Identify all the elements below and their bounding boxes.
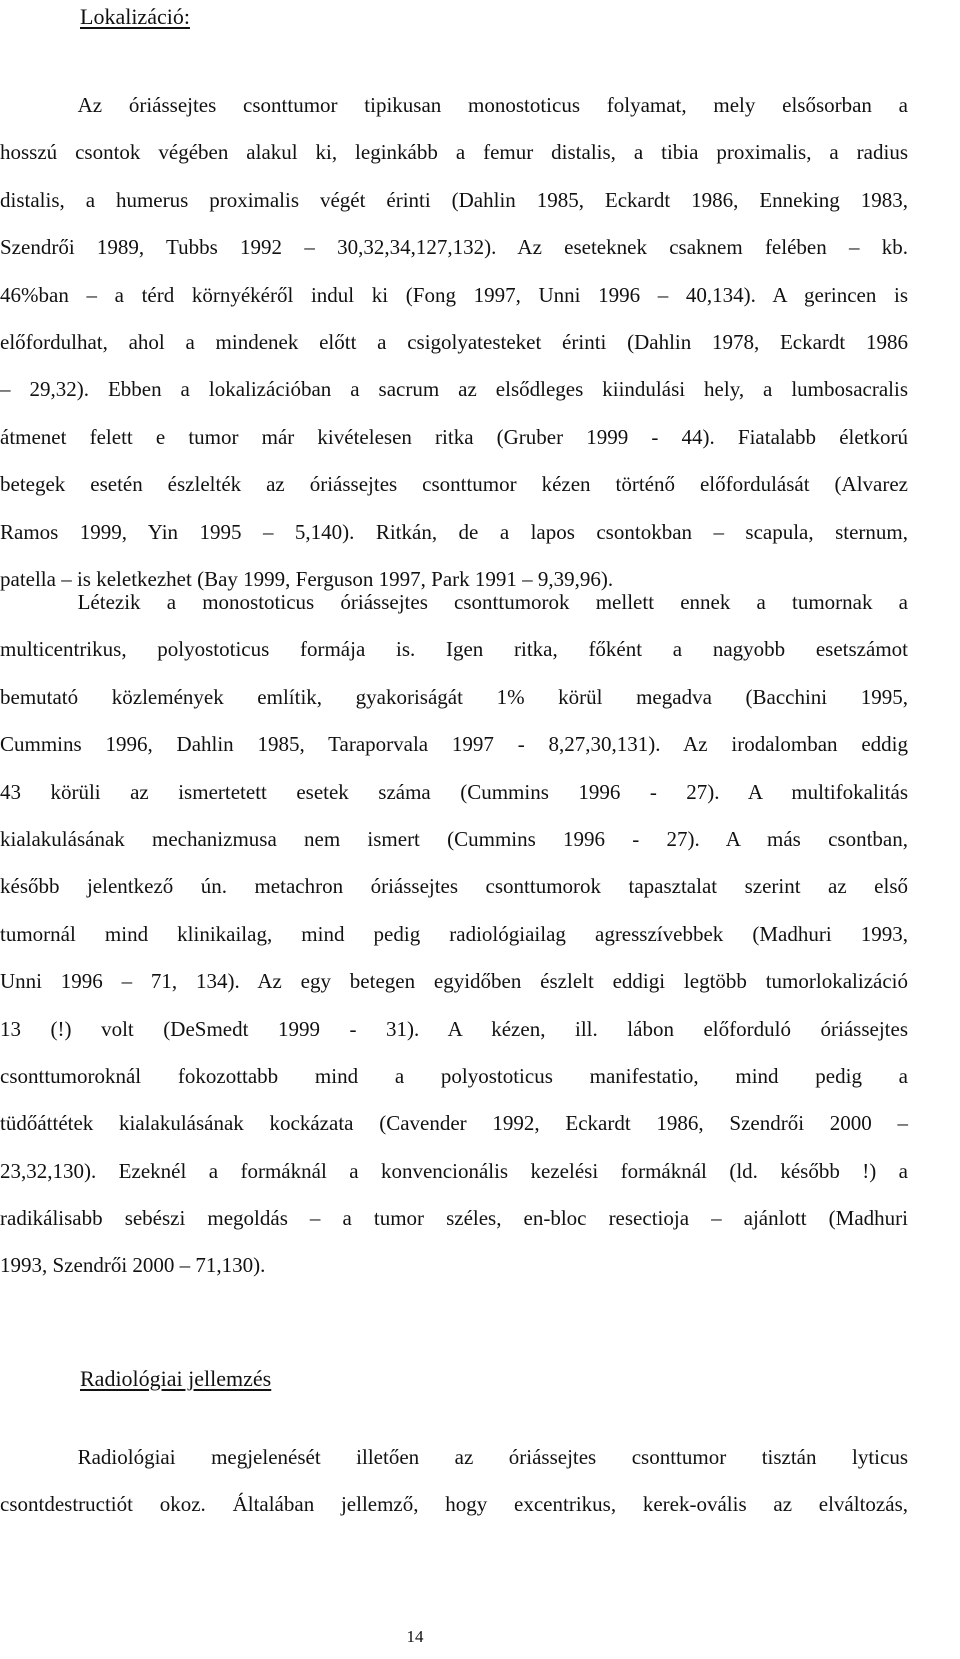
text-line: csonttumoroknál fokozottabb mind a polyostoticus manifestatio, mind pedig a (0, 1063, 908, 1088)
text-line: kialakulásának mechanizmusa nem ismert (Cummins 1996 - 27). A más csontban, (0, 826, 908, 851)
text-line: tüdőáttétek kialakulásának kockázata (Cavender 1992, Eckardt 1986, Szendrői 2000 – (0, 1111, 908, 1136)
text-line: bemutató közlemények említik, gyakoriságát 1% körül megadva (Bacchini 1995, (0, 684, 908, 709)
text-line: 1993, Szendrői 2000 – 71,130). (0, 1253, 266, 1278)
text-line: betegek esetén észlelték az óriássejtes csonttumor kézen történő előfordulását (Alvarez (0, 472, 908, 497)
text-line: csontdestructiót okoz. Általában jellemző, hogy excentrikus, kerek-ovális az elváltozás, (0, 1492, 908, 1517)
text-line: Létezik a monostoticus óriássejtes csonttumorok mellett ennek a tumornak a (77, 590, 908, 614)
text-line: multicentrikus, polyostoticus formája is. Igen ritka, főként a nagyobb esetszámot (0, 637, 908, 662)
text-line: később jelentkező ún. metachron óriássejtes csonttumorok tapasztalat szerint az első (0, 874, 908, 899)
section-heading-radiologiai-jellemzes: Radiológiai jellemzés (80, 1366, 272, 1391)
text-line: radikálisabb sebészi megoldás – a tumor széles, en-bloc resectioja – ajánlott (Madhuri (0, 1206, 908, 1231)
text-line: Radiológiai megjelenését illetően az óriássejtes csonttumor tisztán lyticus (77, 1445, 908, 1469)
text-line: Ramos 1999, Yin 1995 – 5,140). Ritkán, de a lapos csontokban – scapula, sternum, (0, 519, 908, 544)
paragraph-lokalizacio-1 (0, 82, 908, 603)
text-line: átmenet felett e tumor már kivételesen ritka (Gruber 1999 - 44). Fiatalabb életkorú (0, 424, 908, 449)
text-line: Az óriássejtes csonttumor tipikusan monostoticus folyamat, mely elsősorban a (77, 93, 908, 117)
paragraph-radiologiai-1 (0, 1434, 908, 1529)
paragraph-lokalizacio-2 (0, 579, 908, 1290)
text-line: előfordulhat, ahol a mindenek előtt a csigolyatesteket érinti (Dahlin 1978, Eckardt 1986 (0, 329, 908, 354)
text-line: Szendrői 1989, Tubbs 1992 – 30,32,34,127,132). Az eseteknek csaknem felében – kb. (0, 235, 908, 260)
text-line: patella – is keletkezhet (Bay 1999, Ferguson 1997, Park 1991 – 9,39,96). (0, 566, 614, 591)
text-line: 43 körüli az ismertetett esetek száma (Cummins 1996 - 27). A multifokalitás (0, 779, 908, 804)
section-heading-lokalizacio: Lokalizáció: (80, 4, 190, 29)
text-line: 13 (!) volt (DeSmedt 1999 - 31). A kézen, ill. lábon előforduló óriássejtes (0, 1016, 908, 1041)
text-line: tumornál mind klinikailag, mind pedig radiológiailag agresszívebbek (Madhuri 1993, (0, 921, 908, 946)
text-line: Unni 1996 – 71, 134). Az egy betegen egyidőben észlelt eddigi legtöbb tumorlokalizáció (0, 969, 908, 994)
text-line: distalis, a humerus proximalis végét érinti (Dahlin 1985, Eckardt 1986, Enneking 1983, (0, 187, 908, 212)
text-line: 46%ban – a térd környékéről indul ki (Fong 1997, Unni 1996 – 40,134). A gerincen is (0, 282, 908, 307)
text-line: Cummins 1996, Dahlin 1985, Taraporvala 1997 - 8,27,30,131). Az irodalomban eddig (0, 732, 908, 757)
page-number: 14 (406, 1627, 424, 1646)
text-line: – 29,32). Ebben a lokalizációban a sacrum az elsődleges kiindulási hely, a lumbosacralis (0, 377, 908, 402)
text-line: hosszú csontok végében alakul ki, leginkább a femur distalis, a tibia proximalis, a radius (0, 140, 908, 165)
text-line: 23,32,130). Ezeknél a formáknál a konvencionális kezelési formáknál (ld. később !) a (0, 1158, 908, 1183)
